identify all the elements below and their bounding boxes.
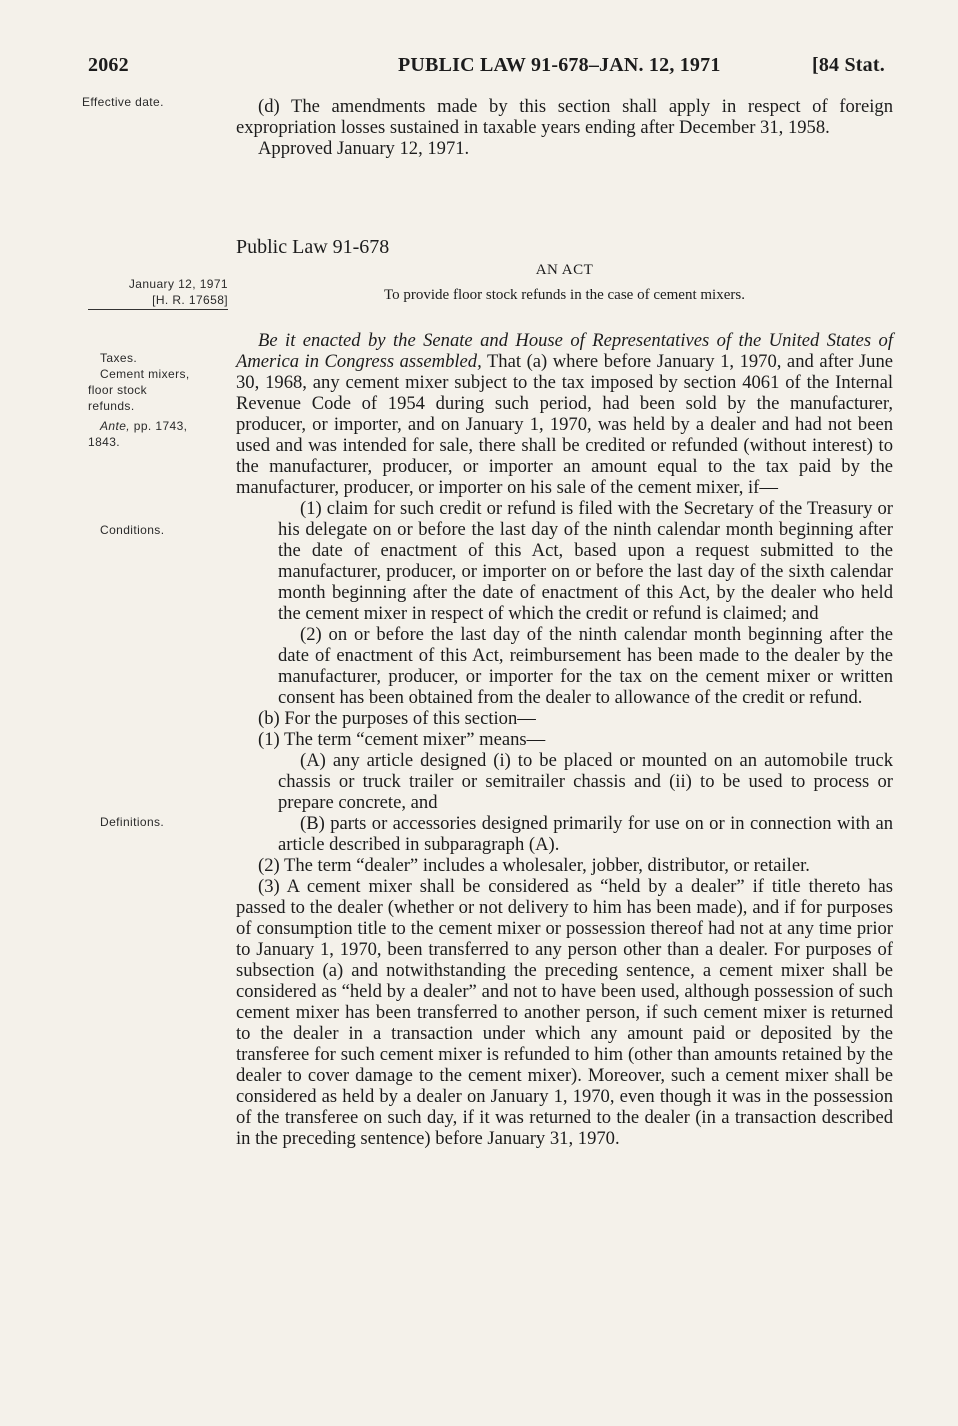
paragraph-a1: (1) claim for such credit or refund is filed with the Secretary of the Treasury or his delegate on or before the last day of the ninth calendar month beginning after the date of enactment of this Act, based upon a request submitted to the manufacturer, producer, or importer on or before the last day of the sixth calendar month beginning after the date of enactment of this Act, by the dealer who held the cement mixer in respect of which the credit or refund is claimed; and (278, 498, 893, 624)
public-law-heading: Public Law 91-678 (236, 236, 390, 258)
margin-taxes: Taxes. (100, 351, 138, 365)
margin-note-date-block (88, 276, 228, 310)
margin-note-taxes (88, 350, 250, 450)
paragraph-b2: (2) The term “dealer” includes a wholesaler, jobber, distributor, or retailer. (258, 855, 810, 876)
subsection-b: (b) For the purposes of this section— (258, 708, 536, 729)
margin-note-effective-date: Effective date. (82, 95, 164, 109)
enacting-clause-text: That (a) where before January 1, 1970, and after June 30, 1968, any cement mixer subject to the tax imposed by section 4061 of the Internal Revenue Code of 1954 during such period, had been sold by the manufacturer, producer, or importer, and on January 1, 1970, was held by a dealer and had not been used and was intended for sale, there shall be credited or refunded (without interest) to the manufacturer, producer, or importer an amount equal to the tax paid by the manufacturer, producer, or importer on his sale of the cement mixer, if— (236, 351, 893, 498)
act-purpose: To provide floor stock refunds in the case of cement mixers. (384, 287, 745, 303)
prior-section (236, 96, 893, 159)
margin-bill-number: [H. R. 17658] (152, 293, 228, 307)
margin-cement-2: floor stock (88, 383, 148, 397)
paragraph-b3: (3) A cement mixer shall be considered as “held by a dealer” if title thereto has passed to the dealer (whether or not delivery to him has been made), and if for purposes of consumption title to the cement mixer or possession thereof had not at any time prior to January 1, 1970, been transferred to any person other than a dealer. For purposes of subsection (a) and notwithstanding the preceding sentence, a cement mixer shall be considered as “held by a dealer” and not to have been used, although possession of such cement mixer has been transferred to another person, if such cement mixer is returned to the dealer in a transaction under which any amount paid or deposited by the transferee for such cement mixer is refunded to him (other than amounts retained by the dealer to cover damage to the cement mixer). Moreover, such a cement mixer shall be considered as held by a dealer on January 1, 1970, even though it was in the possession of the transferee on such day, if it was returned to the dealer (in a transaction described in the preceding sentence) before January 31, 1970. (236, 876, 893, 1149)
margin-ante-ital: Ante, (100, 419, 131, 433)
margin-ante-2: 1843. (88, 435, 121, 449)
margin-ante (100, 418, 250, 434)
subparagraph-bA: (A) any article designed (i) to be placed or mounted on an automobile truck chassis or truck trailer or semitrailer chassis and (ii) to be used to process or prepare concrete, and (278, 750, 893, 813)
act-body (236, 330, 893, 1149)
subsection-d: (d) The amendments made by this section shall apply in respect of foreign expropriation losses sustained in taxable years ending after December 31, 1958. (236, 96, 893, 138)
margin-cement-3: refunds. (88, 399, 135, 413)
running-title: PUBLIC LAW 91-678–JAN. 12, 1971 (398, 54, 721, 76)
subparagraph-bB: (B) parts or accessories designed primarily for use on or in connection with an article described in subparagraph (A). (278, 813, 893, 855)
margin-cement-1: Cement mixers, (100, 367, 190, 381)
page-number: 2062 (88, 54, 129, 76)
enacting-clause (236, 330, 893, 498)
enacting-clause-italic: Be it enacted by the Senate and House of Representatives of the United States of America in Congress assembled, (236, 330, 893, 372)
margin-ante-rest: pp. 1743, (130, 419, 188, 433)
paragraph-b1: (1) The term “cement mixer” means— (258, 729, 546, 750)
margin-note-conditions: Conditions. (100, 523, 165, 537)
paragraph-a2: (2) on or before the last day of the ninth calendar month beginning after the date of enactment of this Act, reimbursement has been made to the dealer by the manufacturer, producer, or importer for the tax on the cement mixer or written consent has been obtained from the dealer to allowance of the credit or refund. (278, 624, 893, 708)
approved-line: Approved January 12, 1971. (258, 138, 470, 159)
margin-note-definitions: Definitions. (100, 815, 165, 829)
an-act-heading: AN ACT (535, 262, 594, 278)
margin-date: January 12, 1971 (128, 277, 228, 291)
statute-reference: [84 Stat. (812, 54, 885, 76)
